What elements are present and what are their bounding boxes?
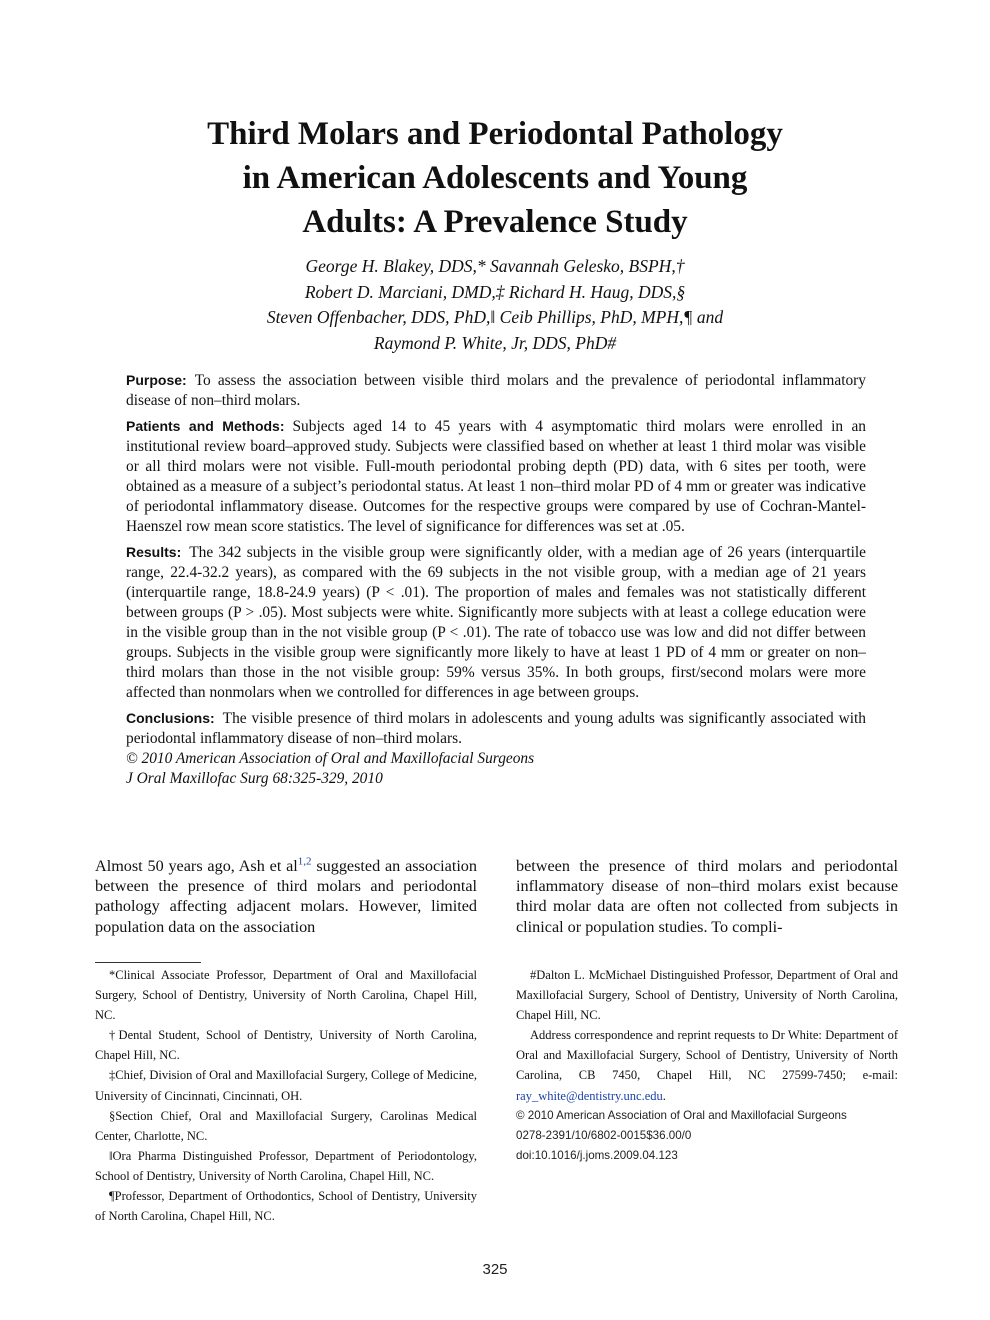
- body-paragraph: [95, 856, 477, 937]
- address-end: .: [662, 1088, 666, 1103]
- body-column-left: [95, 856, 477, 937]
- address-text: Address correspondence and reprint requests to Dr White: Department of Oral and Maxillofacial Surgery, School of Dentistry, University of North Carolina, CB 7450, Chapel Hill, NC 27599-7450; e-mail:: [516, 1028, 898, 1083]
- footnote: §Section Chief, Oral and Maxillofacial Surgery, Carolinas Medical Center, Charlotte, NC.: [95, 1108, 477, 1143]
- article-title: [80, 112, 910, 244]
- conclusions-text: The visible presence of third molars in adolescents and young adults was significantly associated with periodontal inflammatory disease of non–third molars.: [126, 710, 866, 747]
- abstract-purpose: [126, 370, 866, 411]
- body-paragraph: between the presence of third molars and periodontal inflammatory disease of non–third molars exist because third molar data are often not collected from subjects in clinical or population studies. To compli-: [516, 857, 898, 936]
- purpose-label: Purpose:: [126, 372, 187, 388]
- body-text: suggested an association between the presence of third molars and periodontal pathology affecting adjacent molars. However, limited population data on the association: [95, 857, 477, 936]
- footnote-address: [516, 1025, 898, 1105]
- methods-text: Subjects aged 14 to 45 years with 4 asymptomatic third molars were enrolled in an institutional review board–approved study. Subjects were classified based on whether at least 1 third molar was visible or all third molars were not visible. Full-mouth periodontal probing depth (PD) data, with 6 sites per tooth, were obtained as a measure of a subject’s periodontal status. At least 1 non–third molar PD of 4 mm or greater was indicative of periodontal inflammatory disease. Outcomes for the respective groups were compared by use of Cochran-Mantel-Haenszel row mean score statistics. The level of significance for differences was set at .05.: [126, 418, 866, 535]
- footnote-copyright: © 2010 American Association of Oral and Maxillofacial Surgeons: [516, 1108, 847, 1122]
- abstract-results: [126, 542, 866, 703]
- purpose-text: To assess the association between visible third molars and the prevalence of periodontal inflammatory disease of non–third molars.: [126, 372, 866, 409]
- title-line: Third Molars and Periodontal Pathology: [207, 116, 783, 152]
- abstract-conclusions: [126, 708, 866, 749]
- title-line: in American Adolescents and Young: [242, 160, 748, 196]
- body-column-right: [516, 856, 898, 937]
- footnote: #Dalton L. McMichael Distinguished Professor, Department of Oral and Maxillofacial Surgery, School of Dentistry, University of North Carolina, Chapel Hill, NC.: [516, 968, 898, 1023]
- footnotes-left: [95, 965, 477, 1226]
- abstract-copyright: © 2010 American Association of Oral and Maxillofacial Surgeons: [126, 750, 535, 767]
- email-link[interactable]: ray_white@dentistry.unc.edu: [516, 1088, 663, 1103]
- reference-link[interactable]: 1,2: [297, 855, 312, 868]
- abstract-methods: [126, 416, 866, 537]
- footnote: †Dental Student, School of Dentistry, University of North Carolina, Chapel Hill, NC.: [95, 1028, 477, 1063]
- author-line: Steven Offenbacher, DDS, PhD,‖ Ceib Phillips, PhD, MPH,¶ and: [266, 307, 724, 327]
- body-text: Almost 50 years ago, Ash et al: [95, 857, 298, 875]
- footnote: ‖Ora Pharma Distinguished Professor, Department of Periodontology, School of Dentistry, University of North Carolina, Chapel Hill, NC.: [95, 1148, 477, 1183]
- author-list: [120, 254, 870, 356]
- results-label: Results:: [126, 544, 182, 560]
- journal-citation: J Oral Maxillofac Surg 68:325-329, 2010: [126, 770, 383, 787]
- footnote: ‡Chief, Division of Oral and Maxillofacial Surgery, College of Medicine, University of Cincinnati, Cincinnati, OH.: [95, 1068, 477, 1103]
- title-line: Adults: A Prevalence Study: [302, 204, 688, 240]
- methods-label: Patients and Methods:: [126, 418, 285, 434]
- author-line: George H. Blakey, DDS,* Savannah Gelesko, BSPH,†: [305, 256, 685, 276]
- doi-line: doi:10.1016/j.joms.2009.04.123: [516, 1148, 678, 1162]
- author-line: Robert D. Marciani, DMD,‡ Richard H. Haug, DDS,§: [304, 281, 686, 302]
- footnote: ¶Professor, Department of Orthodontics, School of Dentistry, University of North Carolina, Chapel Hill, NC.: [95, 1189, 477, 1224]
- results-text: The 342 subjects in the visible group were significantly older, with a median age of 26 years (interquartile range, 22.4-32.2 years), as compared with the 69 subjects in the not visible group, with a median age of 21 years (interquartile range, 18.8-24.9 years) (P < .01). The proportion of males and females was not statistically different between groups (P > .05). Most subjects were white. Significantly more subjects with at least a college education were in the visible group than in the not visible group (P < .01). The rate of tobacco use was low and did not differ between groups. Subjects in the visible group were significantly more likely to have at least 1 PD of 4 mm or greater on non–third molars than those in the not visible group: 59% versus 35%. In both groups, first/second molars were more affected than nonmolars when we controlled for differences in age between groups.: [126, 544, 866, 701]
- conclusions-label: Conclusions:: [126, 710, 215, 726]
- abstract: [126, 370, 866, 789]
- author-line: Raymond P. White, Jr, DDS, PhD#: [373, 332, 617, 353]
- footnote: *Clinical Associate Professor, Department of Oral and Maxillofacial Surgery, School of Dentistry, University of North Carolina, Chapel Hill, NC.: [95, 968, 477, 1023]
- issn-line: 0278-2391/10/6802-0015$36.00/0: [516, 1128, 692, 1142]
- footnotes-right: [516, 965, 898, 1166]
- footnote-divider: [95, 962, 201, 963]
- page-number: 325: [482, 1261, 508, 1278]
